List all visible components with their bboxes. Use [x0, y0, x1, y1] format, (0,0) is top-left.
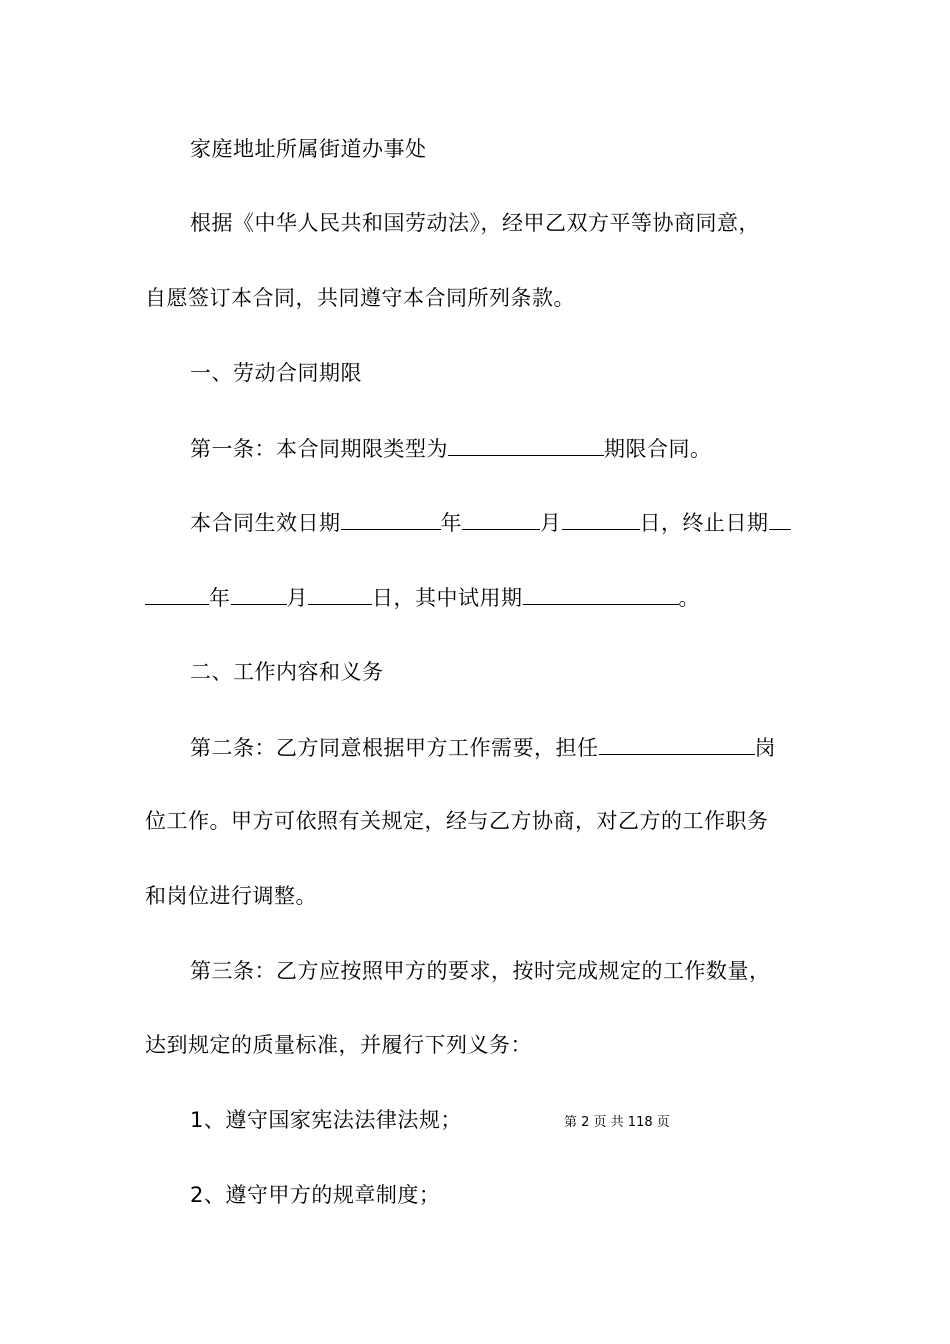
fill-in-blank [145, 582, 209, 605]
paragraph-line [145, 806, 769, 836]
text-span: 月 [540, 511, 562, 535]
paragraph-line [190, 208, 760, 238]
text-span: 2、遵守甲方的规章制度； [190, 1183, 441, 1207]
paragraph-line [145, 1030, 532, 1060]
text-span: 日，终止日期 [639, 511, 769, 535]
text-span: 达到规定的质量标准，并履行下列义务： [145, 1033, 532, 1057]
text-span: 第一条：本合同期限类型为 [190, 437, 448, 461]
fill-in-blank [231, 582, 287, 605]
text-span: 1、遵守国家宪法法律法规； [190, 1108, 462, 1132]
paragraph-line [190, 433, 712, 464]
paragraph-line [145, 283, 575, 313]
text-span: 根据《中华人民共和国劳动法》，经甲乙双方平等协商同意， [190, 211, 760, 235]
text-span: 和岗位进行调整。 [145, 884, 317, 908]
paragraph-line [145, 582, 700, 613]
text-span: 自愿签订本合同，共同遵守本合同所列条款。 [145, 286, 575, 310]
text-span: 月 [286, 586, 308, 610]
text-span: 日，其中试用期 [372, 586, 523, 610]
fill-in-blank [462, 507, 540, 530]
text-span: 第三条：乙方应按照甲方的要求，按时完成规定的工作数量， [190, 959, 771, 983]
list-item [190, 1180, 440, 1210]
fill-in-blank [523, 582, 679, 605]
text-span: 本合同生效日期 [190, 511, 341, 535]
section-heading [190, 358, 362, 388]
paragraph-line [190, 956, 771, 986]
fill-in-blank [599, 732, 755, 755]
text-span: 二、工作内容和义务 [190, 660, 384, 684]
paragraph-line [190, 507, 791, 538]
text-span: 年 [440, 511, 462, 535]
paragraph-line [190, 732, 776, 763]
paragraph-line [190, 134, 427, 164]
page-number: 第 2 页 共 118 页 [564, 1115, 670, 1130]
text-span: 一、劳动合同期限 [190, 361, 362, 385]
fill-in-blank [308, 582, 372, 605]
text-span: 岗 [754, 736, 776, 760]
section-heading [190, 657, 384, 687]
text-span: 位工作。甲方可依照有关规定，经与乙方协商，对乙方的工作职务 [145, 809, 769, 833]
text-span: 第二条：乙方同意根据甲方工作需要，担任 [190, 736, 599, 760]
fill-in-blank [341, 507, 441, 530]
text-span: 期限合同。 [604, 437, 712, 461]
fill-in-blank [562, 507, 640, 530]
fill-in-blank [769, 507, 791, 530]
list-item [190, 1105, 462, 1135]
paragraph-line [145, 881, 317, 911]
fill-in-blank [448, 433, 604, 456]
text-span: 。 [678, 586, 700, 610]
text-span: 年 [209, 586, 231, 610]
text-span: 家庭地址所属街道办事处 [190, 137, 427, 161]
